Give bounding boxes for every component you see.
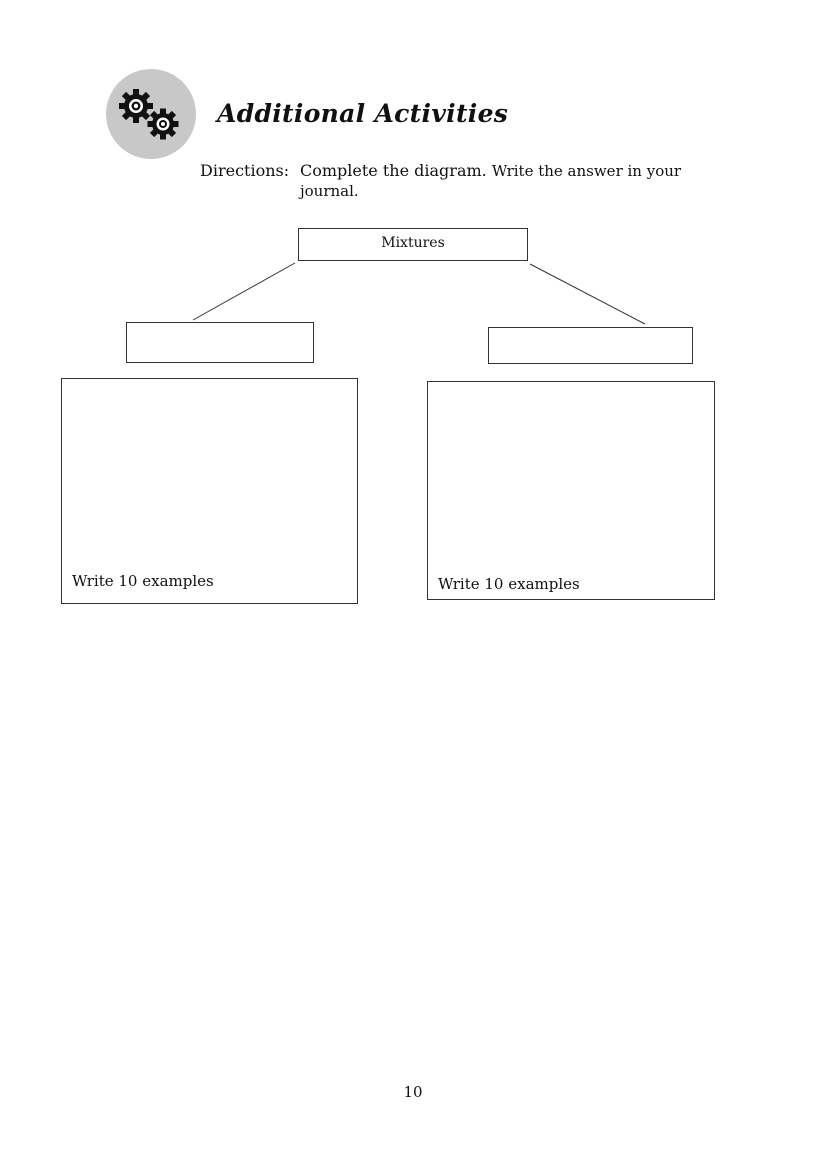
gears-icon bbox=[106, 69, 196, 159]
page-number: 10 bbox=[403, 1083, 423, 1101]
directions-label: Directions: bbox=[200, 161, 290, 180]
directions-text-main: Complete the diagram. bbox=[300, 161, 487, 180]
directions-text-rest: Write the answer in your journal. bbox=[300, 162, 682, 200]
gears-icon-graphic bbox=[106, 69, 196, 159]
section-heading: Additional Activities bbox=[217, 99, 509, 128]
large-gear bbox=[119, 89, 153, 123]
small-gear bbox=[148, 109, 179, 140]
left-branch-answer-box[interactable] bbox=[126, 322, 314, 363]
directions-text bbox=[300, 161, 700, 201]
right-branch-answer-box[interactable] bbox=[488, 327, 693, 364]
right-examples-prompt: Write 10 examples bbox=[438, 575, 580, 593]
root-node-label: Mixtures bbox=[381, 235, 445, 251]
right-examples-box[interactable] bbox=[427, 381, 715, 600]
connector-left bbox=[193, 263, 295, 320]
left-examples-prompt: Write 10 examples bbox=[72, 572, 214, 590]
connector-right bbox=[530, 264, 645, 324]
left-examples-box[interactable] bbox=[61, 378, 358, 604]
root-node-mixtures bbox=[298, 228, 528, 261]
